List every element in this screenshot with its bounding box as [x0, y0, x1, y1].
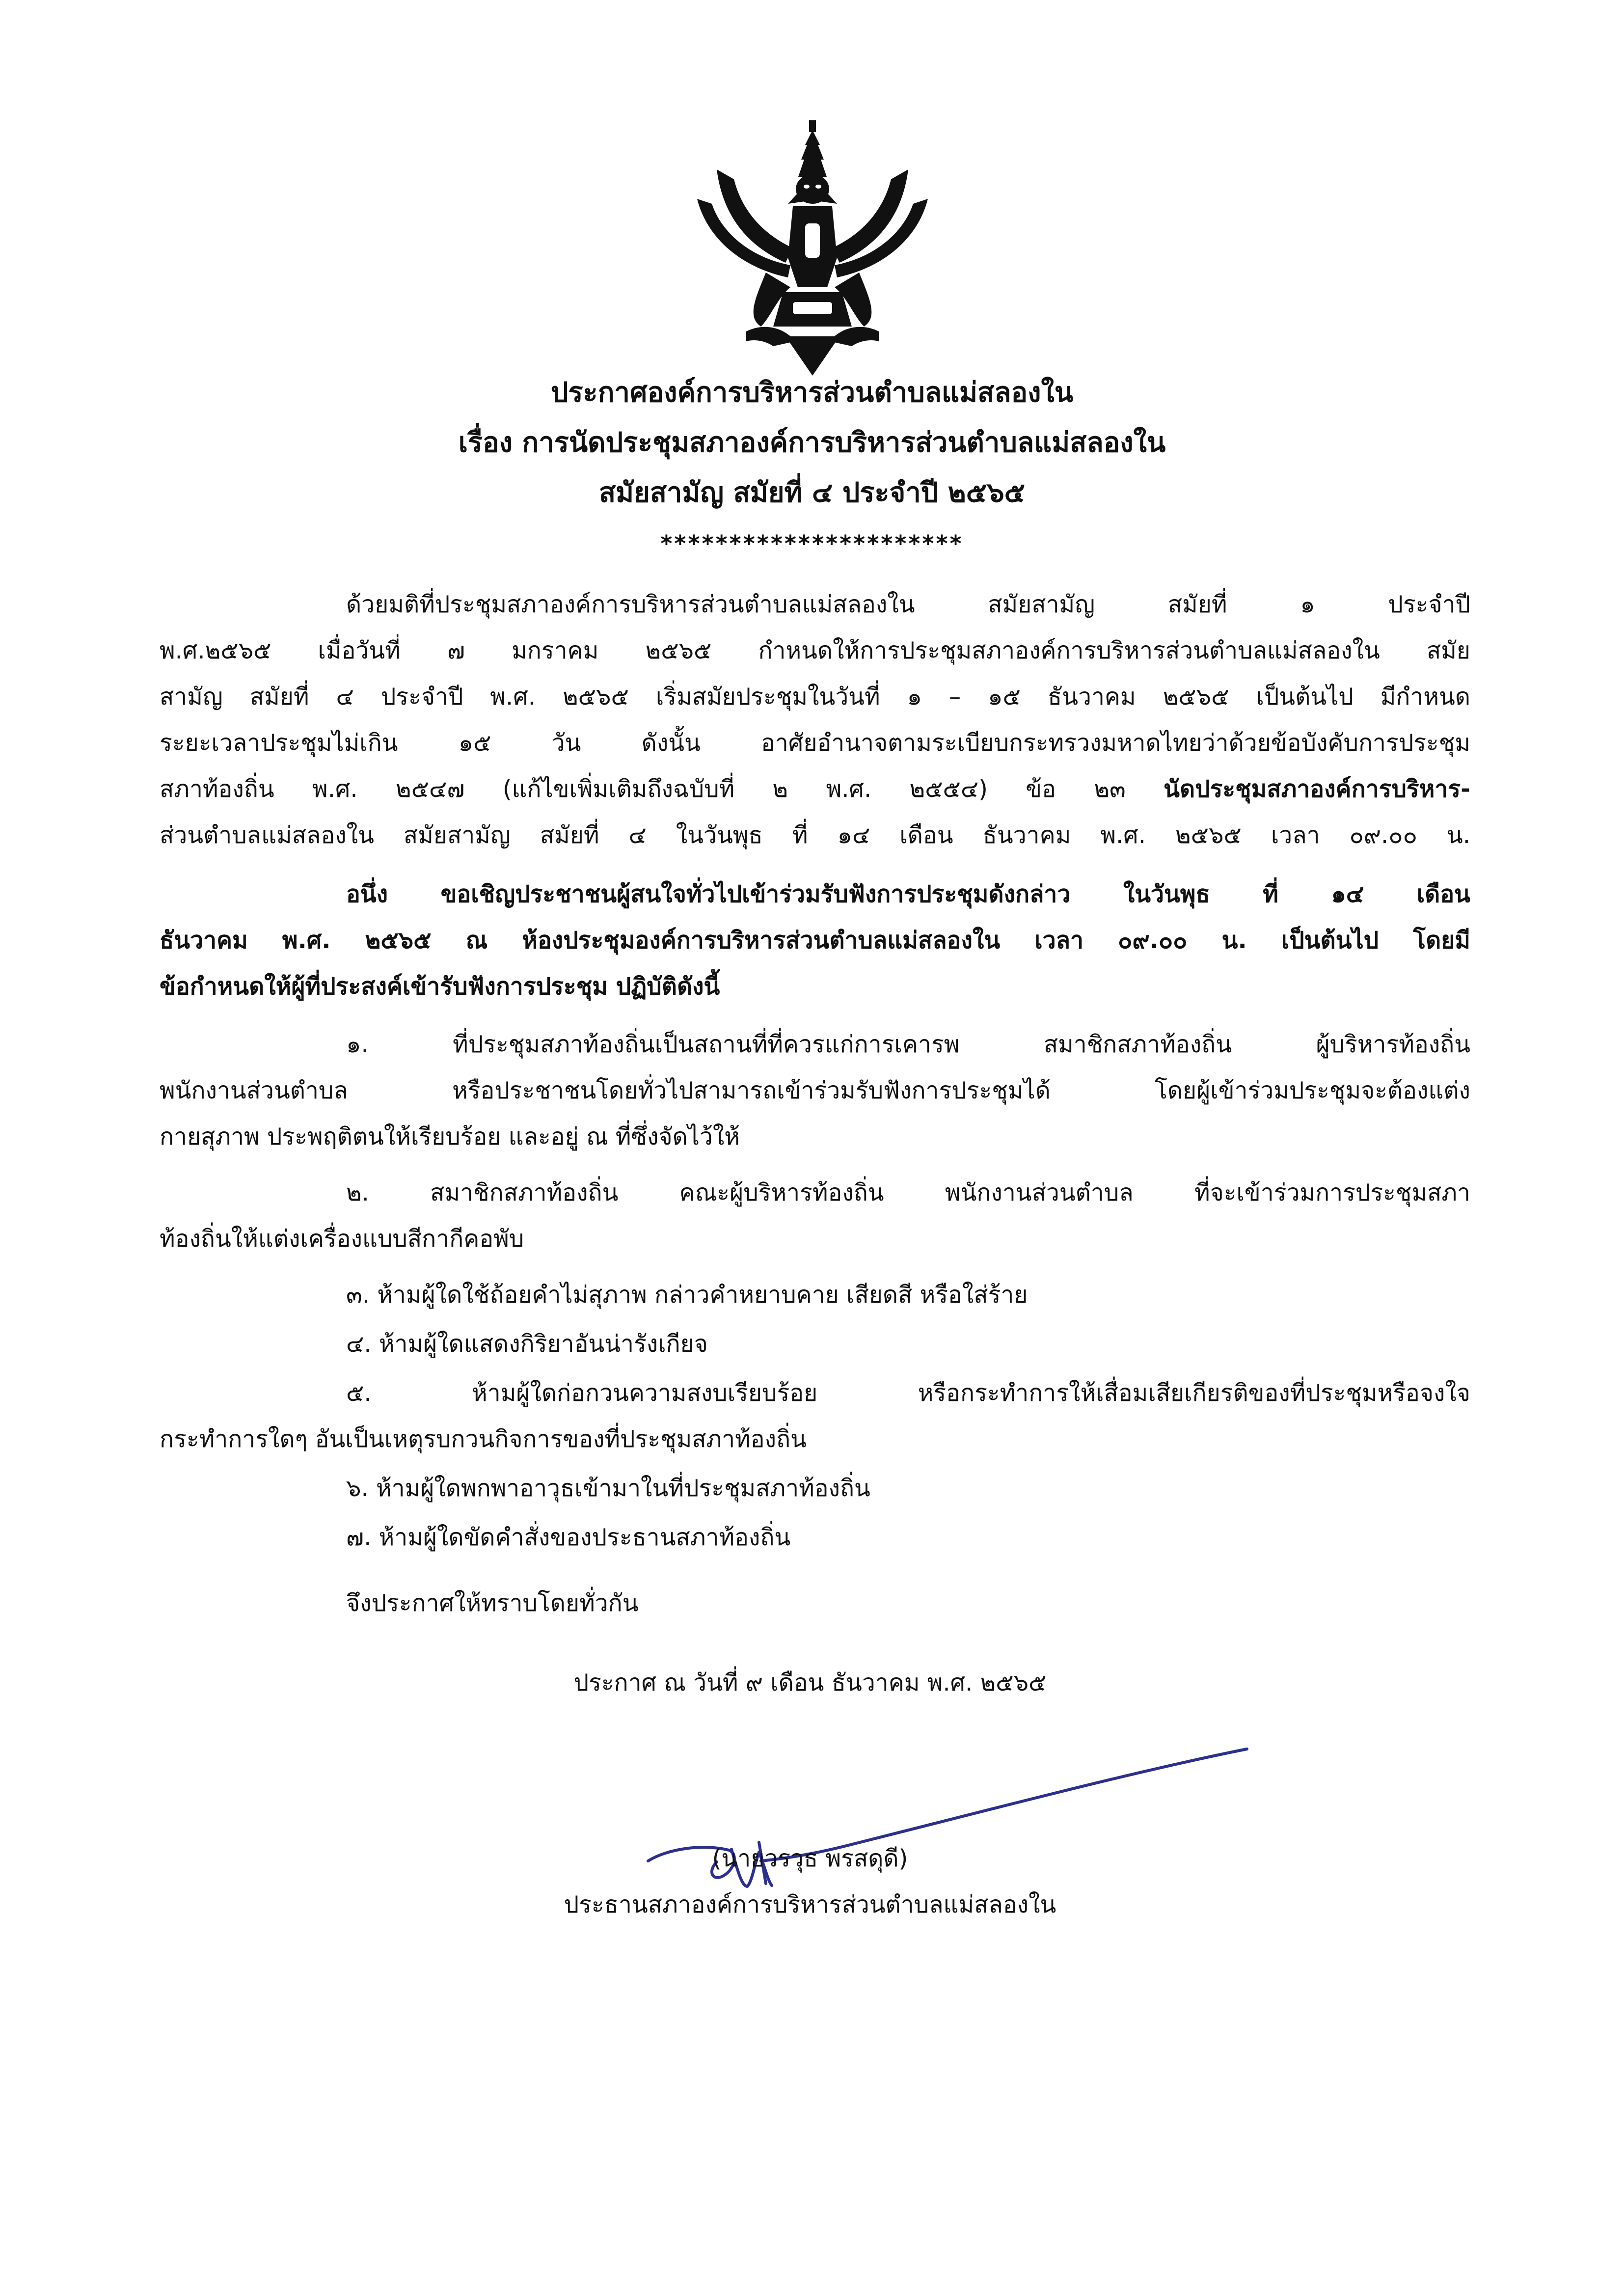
paragraph-line	[160, 766, 1470, 812]
paragraph-line: ด้วยมติที่ประชุมสภาองค์การบริหารส่วนตำบลแม่สลองใน สมัยสามัญ สมัยที่ ๑ ประจำปี	[346, 591, 1470, 618]
invitation-line: ธันวาคม พ.ศ. ๒๕๖๕ ณ ห้องประชุมองค์การบริหารส่วนตำบลแม่สลองใน เวลา ๐๙.๐๐ น. เป็นต้นไป โดยมี	[160, 927, 1470, 954]
meeting-notice-bold: ส่วนตำบลแม่สลองใน สมัยสามัญ สมัยที่ ๔ ในวันพุธ ที่ ๑๔ เดือน ธันวาคม พ.ศ. ๒๕๖๕ เวลา ๐๙.๐๐ น.	[160, 821, 1470, 849]
rule-2: ๒. สมาชิกสภาท้องถิ่น คณะผู้บริหารท้องถิ่น พนักงานส่วนตำบล ที่จะเข้าร่วมการประชุมสภา	[346, 1179, 1470, 1206]
signer-name: (นายวรวุธ พรสดุดี)	[712, 1845, 908, 1872]
rule-3: ๓. ห้ามผู้ใดใช้ถ้อยคำไม่สุภาพ กล่าวคำหยาบคาย เสียดสี หรือใส่ร้าย	[346, 1281, 1028, 1309]
announcement-title: ประกาศองค์การบริหารส่วนตำบลแม่สลองใน	[550, 377, 1074, 409]
invitation-line: อนึ่ง ขอเชิญประชาชนผู้สนใจทั่วไปเข้าร่วมรับฟังการประชุมดังกล่าว ในวันพุธ ที่ ๑๔ เดือน	[346, 880, 1470, 908]
rule-7: ๗. ห้ามผู้ใดขัดคำสั่งของประธานสภาท้องถิ่น	[346, 1524, 791, 1551]
announcement-session: สมัยสามัญ สมัยที่ ๔ ประจำปี ๒๕๖๕	[598, 477, 1026, 509]
rule-1: กายสุภาพ ประพฤติตนให้เรียบร้อย และอยู่ ณ ที่ซึ่งจัดไว้ให้	[160, 1123, 740, 1150]
rule-1: พนักงานส่วนตำบล หรือประชาชนโดยทั่วไปสามารถเข้าร่วมรับฟังการประชุมได้ โดยผู้เข้าร่วมประชุมจะต้องแต่ง	[160, 1077, 1470, 1104]
rule-5: กระทำการใดๆ อันเป็นเหตุรบกวนกิจการของที่ประชุมสภาท้องถิ่น	[160, 1425, 807, 1453]
invitation-line: ข้อกำหนดให้ผู้ที่ประสงค์เข้ารับฟังการประชุม ปฏิบัติดังนี้	[160, 973, 720, 1000]
rule-1: ๑. ที่ประชุมสภาท้องถิ่นเป็นสถานที่ที่ควรแก่การเคารพ สมาชิกสภาท้องถิ่น ผู้บริหารท้องถิ่น	[346, 1031, 1470, 1058]
title-separator: **********************	[660, 530, 964, 557]
paragraph-line: พ.ศ.๒๕๖๕ เมื่อวันที่ ๗ มกราคม ๒๕๖๕ กำหนดให้การประชุมสภาองค์การบริหารส่วนตำบลแม่สลองใน สมัย	[160, 637, 1470, 664]
garuda-emblem-icon	[687, 110, 938, 376]
rule-2: ท้องถิ่นให้แต่งเครื่องแบบสีกากีคอพับ	[160, 1225, 524, 1253]
paragraph-line: ระยะเวลาประชุมไม่เกิน ๑๕ วัน ดังนั้น อาศัยอำนาจตามระเบียบกระทรวงมหาดไทยว่าด้วยข้อบังคับการประชุม	[160, 729, 1470, 757]
signer-position: ประธานสภาองค์การบริหารส่วนตำบลแม่สลองใน	[564, 1891, 1056, 1918]
announcement-date: ประกาศ ณ วันที่ ๙ เดือน ธันวาคม พ.ศ. ๒๕๖๕	[573, 1669, 1047, 1696]
rule-6: ๖. ห้ามผู้ใดพกพาอาวุธเข้ามาในที่ประชุมสภาท้องถิ่น	[346, 1475, 870, 1502]
announcement-subject: เรื่อง การนัดประชุมสภาองค์การบริหารส่วนตำบลแม่สลองใน	[458, 427, 1166, 459]
paragraph-text: สภาท้องถิ่น พ.ศ. ๒๕๔๗ (แก้ไขเพิ่มเติมถึงฉบับที่ ๒ พ.ศ. ๒๕๕๔) ข้อ ๒๓	[160, 775, 1164, 803]
closing-line: จึงประกาศให้ทราบโดยทั่วกัน	[346, 1589, 639, 1617]
meeting-notice-bold: นัดประชุมสภาองค์การบริหาร-	[1164, 775, 1470, 803]
paragraph-line: สามัญ สมัยที่ ๔ ประจำปี พ.ศ. ๒๕๖๕ เริ่มสมัยประชุมในวันที่ ๑ – ๑๕ ธันวาคม ๒๕๖๕ เป็นต้นไป มีกำหนด	[160, 683, 1470, 711]
rule-4: ๔. ห้ามผู้ใดแสดงกิริยาอันน่ารังเกียจ	[346, 1330, 708, 1358]
rule-5: ๕. ห้ามผู้ใดก่อกวนความสงบเรียบร้อย หรือกระทำการให้เสื่อมเสียเกียรติของที่ประชุมหรือจงใจ	[346, 1379, 1470, 1407]
